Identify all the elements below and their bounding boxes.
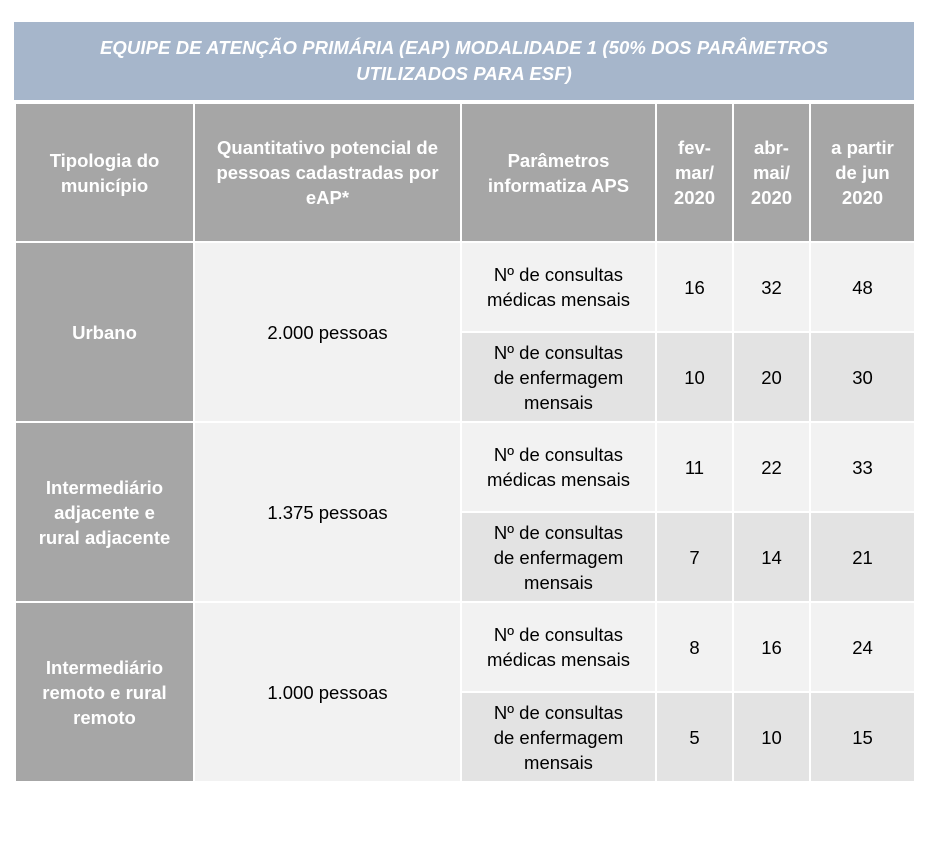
value-jun: 15 (810, 692, 915, 782)
eap-table-container (14, 22, 914, 783)
table-row (15, 602, 915, 692)
value-fev-mar: 11 (656, 422, 733, 512)
value-abr-mai: 22 (733, 422, 810, 512)
value-jun: 33 (810, 422, 915, 512)
header-a-partir-jun: a partir de jun 2020 (810, 103, 915, 242)
header-tipologia: Tipologia do município (15, 103, 194, 242)
value-abr-mai: 16 (733, 602, 810, 692)
pessoas-cell: 2.000 pessoas (194, 242, 461, 422)
value-fev-mar: 8 (656, 602, 733, 692)
eap-parameters-table (14, 102, 916, 783)
value-fev-mar: 16 (656, 242, 733, 332)
value-jun: 30 (810, 332, 915, 422)
tipologia-cell: Intermediário adjacente e rural adjacente (15, 422, 194, 602)
parametro-enfermagem: Nº de consultas de enfermagem mensais (461, 512, 656, 602)
table-title-bar (14, 22, 914, 102)
table-row (15, 242, 915, 332)
tipologia-cell: Intermediário remoto e rural remoto (15, 602, 194, 782)
header-quantitativo: Quantitativo potencial de pessoas cadastradas por eAP* (194, 103, 461, 242)
parametro-medicas: Nº de consultas médicas mensais (461, 602, 656, 692)
value-abr-mai: 20 (733, 332, 810, 422)
value-fev-mar: 10 (656, 332, 733, 422)
header-row (15, 103, 915, 242)
value-jun: 48 (810, 242, 915, 332)
parametro-enfermagem: Nº de consultas de enfermagem mensais (461, 692, 656, 782)
header-parametros: Parâmetros informatiza APS (461, 103, 656, 242)
tipologia-cell: Urbano (15, 242, 194, 422)
value-fev-mar: 5 (656, 692, 733, 782)
value-abr-mai: 10 (733, 692, 810, 782)
header-abr-mai: abr-mai/ 2020 (733, 103, 810, 242)
header-fev-mar: fev-mar/ 2020 (656, 103, 733, 242)
parametro-medicas: Nº de consultas médicas mensais (461, 242, 656, 332)
value-jun: 21 (810, 512, 915, 602)
table-row (15, 422, 915, 512)
value-abr-mai: 14 (733, 512, 810, 602)
parametro-enfermagem: Nº de consultas de enfermagem mensais (461, 332, 656, 422)
parametro-medicas: Nº de consultas médicas mensais (461, 422, 656, 512)
value-fev-mar: 7 (656, 512, 733, 602)
pessoas-cell: 1.375 pessoas (194, 422, 461, 602)
table-title: EQUIPE DE ATENÇÃO PRIMÁRIA (EAP) MODALIDADE 1 (50% DOS PARÂMETROS UTILIZADOS PARA ESF) (99, 37, 829, 84)
pessoas-cell: 1.000 pessoas (194, 602, 461, 782)
value-jun: 24 (810, 602, 915, 692)
value-abr-mai: 32 (733, 242, 810, 332)
